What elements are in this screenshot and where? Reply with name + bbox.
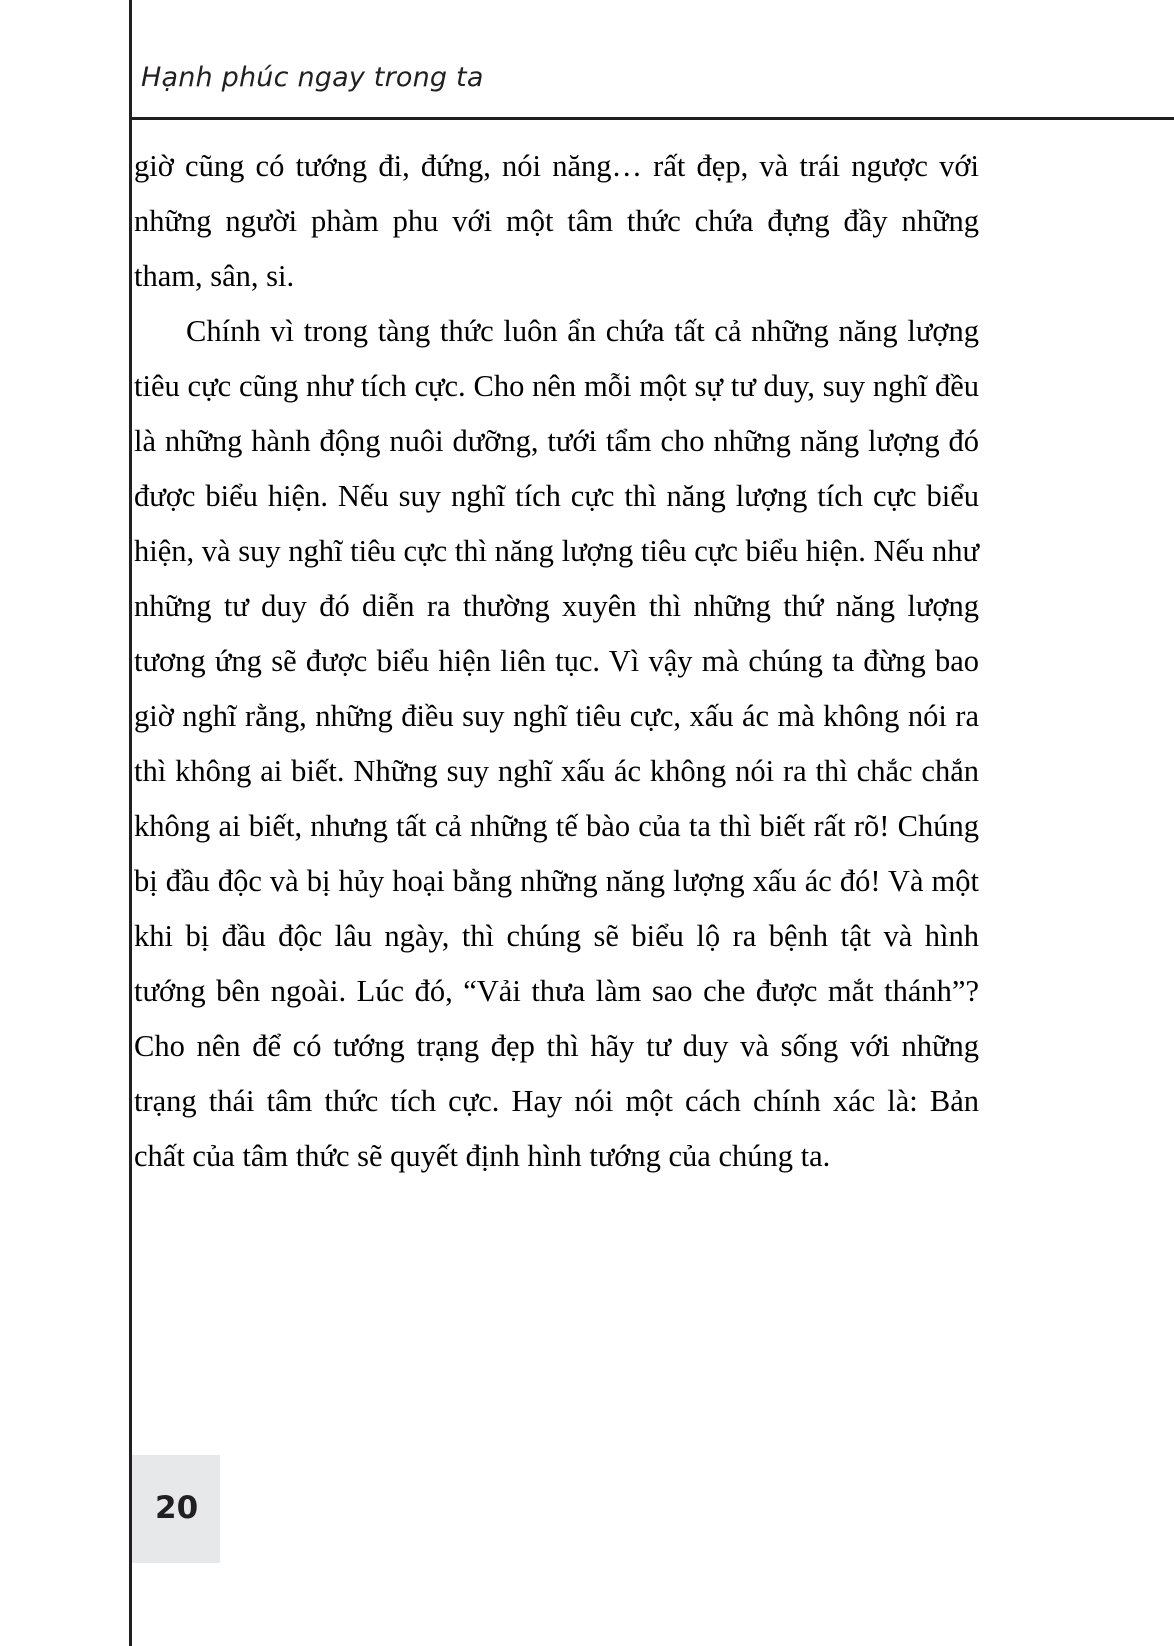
paragraph: giờ cũng có tướng đi, đứng, nói năng… rất đẹp, và trái ngược với những người phàm phu với một tâm thức chứa đựng đầy những tham, sân, si. xyxy=(134,149,979,293)
running-head: Hạnh phúc ngay trong ta xyxy=(141,62,484,93)
page-number: 20 xyxy=(155,1490,199,1526)
paragraph: Chính vì trong tàng thức luôn ẩn chứa tất cả những năng lượng tiêu cực cũng như tích cực. Cho nên mỗi một sự tư duy, suy nghĩ đều là những hành động nuôi dưỡng, tưới tẩm cho những năng lượng đó được biểu hiện. Nếu suy nghĩ tích cực thì năng lượng tích cực biểu hiện, và suy nghĩ tiêu cực thì năng lượng tiêu cực biểu hiện. Nếu như những tư duy đó diễn ra thường xuyên thì những thứ năng lượng tương ứng sẽ được biểu hiện liên tục. Vì vậy mà chúng ta đừng bao giờ nghĩ rằng, những điều suy nghĩ tiêu cực, xấu ác mà không nói ra thì không ai biết. Những suy nghĩ xấu ác không nói ra thì chắc chắn không ai biết, nhưng tất cả những tế bào của ta thì biết rất rõ! Chúng bị đầu độc và bị hủy hoại bằng những năng lượng xấu ác đó! Và một khi bị đầu độc lâu ngày, thì chúng sẽ biểu lộ ra bệnh tật và hình tướng bên ngoài. Lúc đó, “Vải thưa làm sao che được mắt thánh”? Cho nên để có tướng trạng đẹp thì hãy tư duy và sống với những trạng thái tâm thức tích cực. Hay nói một cách chính xác là: Bản chất của tâm thức sẽ quyết định hình tướng của chúng ta. xyxy=(134,314,979,1173)
page-left-rule xyxy=(129,0,132,1646)
body-text-block xyxy=(134,139,979,1184)
header-divider xyxy=(129,117,1174,120)
